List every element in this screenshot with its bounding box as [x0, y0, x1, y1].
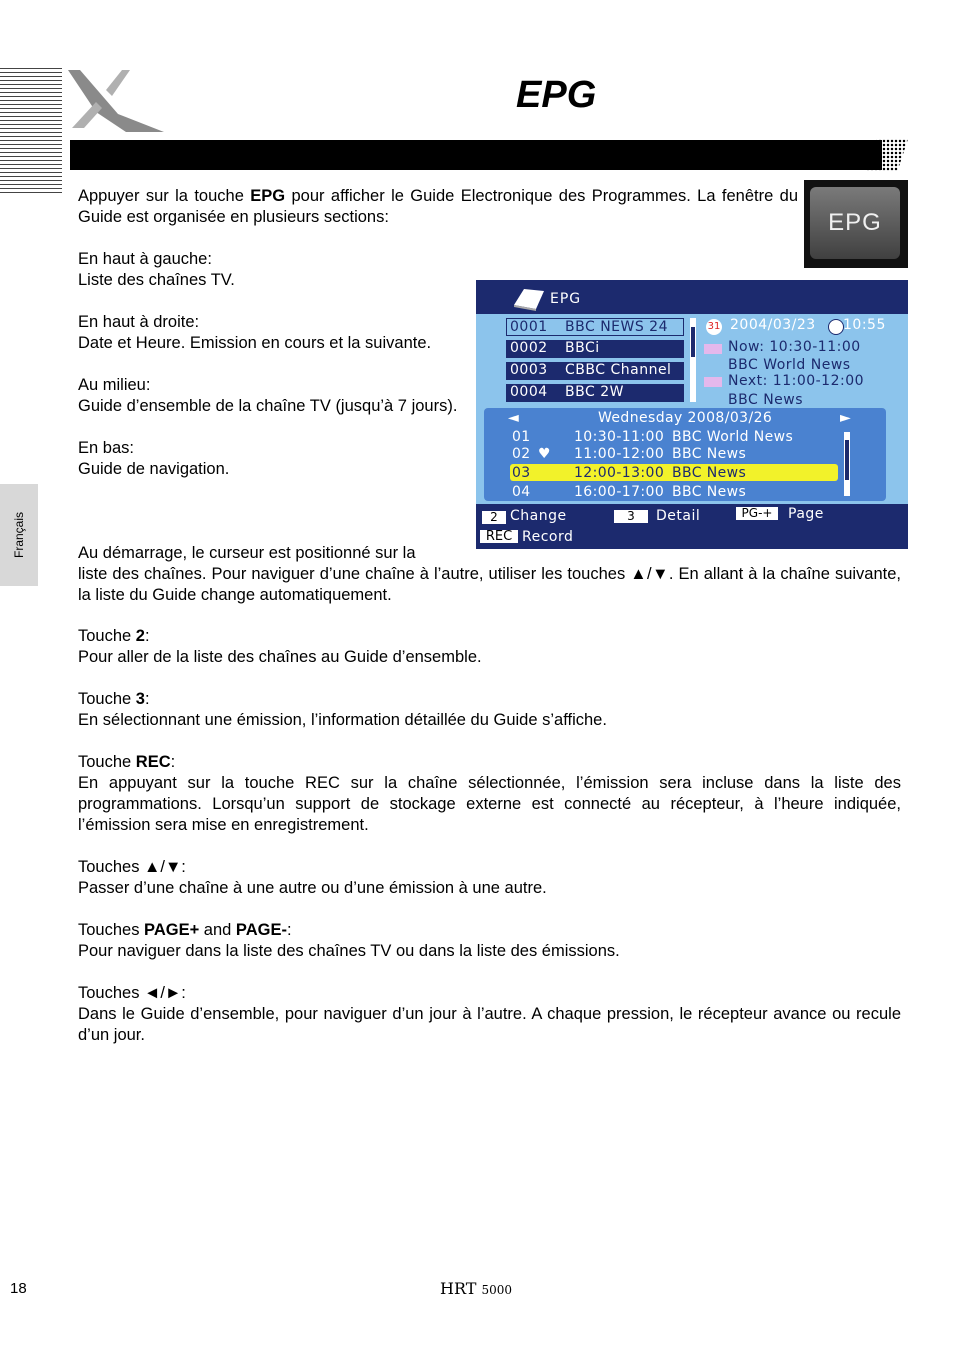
language-tab — [0, 484, 38, 586]
cursor-paragraph-rest — [78, 564, 901, 606]
channel-scrollbar-thumb — [691, 327, 695, 357]
section-desc: Guide d’ensemble de la chaîne TV (jusqu’à 7 jours). — [78, 397, 458, 415]
guide-panel — [484, 408, 886, 501]
key-desc-2: Pour aller de la liste des chaînes au Guide d’ensemble. — [78, 648, 482, 666]
detail-label: Detail — [656, 508, 701, 524]
cursor-text-a: Au démarrage, le curseur est positionné sur la — [78, 544, 416, 562]
brand-x-logo — [66, 66, 170, 136]
screen-header — [476, 280, 908, 314]
page-title: EPG — [516, 74, 597, 116]
model-name: HRT 5000 — [440, 1279, 513, 1298]
epg-button-label: EPG — [810, 187, 900, 259]
screen-footer — [476, 504, 908, 549]
epg-remote-button-image — [804, 180, 908, 268]
page-label: Page — [788, 506, 824, 522]
guide-row-time: 12:00-13:00 — [574, 465, 665, 481]
clock-icon — [828, 319, 844, 335]
key-title-updown: Touches ▲/▼: — [78, 858, 186, 876]
guide-row-time: 16:00-17:00 — [574, 484, 665, 500]
guide-row-time: 10:30-11:00 — [574, 429, 665, 445]
intro-paragraph — [78, 186, 798, 228]
guide-scrollbar-thumb — [845, 440, 849, 480]
record-label: Record — [522, 529, 574, 545]
change-label: Change — [510, 508, 567, 524]
key-2-badge: 2 — [482, 511, 506, 524]
channel-row: 0001 BBC NEWS 24 — [506, 318, 684, 336]
channel-row: 0004 BBC 2W — [506, 384, 684, 402]
page-number: 18 — [10, 1280, 27, 1297]
guide-row-time: 11:00-12:00 — [574, 446, 665, 462]
key-desc-page: Pour naviguer dans la liste des chaînes TV ou dans la liste des émissions. — [78, 942, 620, 960]
key-title-3: Touche 3: — [78, 690, 150, 708]
key-desc-updown: Passer d’une chaîne à une autre ou d’une émission à une autre. — [78, 879, 547, 897]
section-title: En haut à droite: — [78, 313, 200, 331]
guide-row-num: 03 — [512, 465, 531, 481]
next-marker-icon — [704, 377, 722, 387]
guide-row-num: 04 — [512, 484, 531, 500]
calendar-icon: 31 — [706, 319, 722, 335]
sections-block — [78, 249, 470, 480]
section-title: Au milieu: — [78, 376, 151, 394]
guide-row-title: BBC News — [672, 446, 747, 462]
key-desc-3: En sélectionnant une émission, l’information détaillée du Guide s’affiche. — [78, 711, 607, 729]
current-time: 10:55 — [843, 317, 886, 333]
next-label: Next: 11:00-12:00 — [728, 373, 865, 389]
now-label: Now: 10:30-11:00 — [728, 339, 861, 355]
key-desc-leftright: Dans le Guide d’ensemble, pour naviguer d’un jour à l’autre. A chaque pression, le récepteur avance ou recule d’un jour. — [78, 1005, 901, 1044]
next-title: BBC News — [728, 392, 804, 408]
screen-header-label: EPG — [550, 291, 582, 307]
guide-row-title: BBC News — [672, 465, 747, 481]
decorative-stripes — [0, 68, 62, 196]
section-desc: Date et Heure. Emission en cours et la suivante. — [78, 334, 432, 352]
intro-key: EPG — [250, 187, 286, 205]
section-desc: Guide de navigation. — [78, 460, 230, 478]
page-key-badge: PG-+ — [736, 507, 778, 520]
section-title: En haut à gauche: — [78, 250, 212, 268]
guide-day: Wednesday 2008/03/26 — [598, 410, 773, 426]
key-title-2: Touche 2: — [78, 627, 150, 645]
key-3-badge: 3 — [614, 510, 648, 523]
guide-row-title: BBC News — [672, 484, 747, 500]
intro-text-2: pour afficher le Guide Electronique des Programmes. La fenêtre du Guide est organisée en plusieurs sections: — [78, 187, 798, 226]
epg-screen-image — [476, 280, 908, 549]
guide-row-num: 02 — [512, 446, 531, 462]
rec-key-badge: REC — [480, 530, 518, 543]
language-label: Français — [12, 511, 26, 559]
channel-row: 0003 CBBC Channel — [506, 362, 684, 380]
guide-row-num: 01 — [512, 429, 531, 445]
cursor-paragraph-start — [78, 543, 470, 564]
guide-next-icon: ► — [840, 410, 852, 426]
channel-row: 0002 BBCi — [506, 340, 684, 358]
guide-book-icon — [512, 285, 546, 311]
section-desc: Liste des chaînes TV. — [78, 271, 235, 289]
current-date: 2004/03/23 — [730, 317, 816, 333]
guide-row-title: BBC World News — [672, 429, 794, 445]
cursor-text-b: liste des chaînes. Pour naviguer d’une chaîne à l’autre, utiliser les touches ▲/▼. En allant à la chaîne suivante, la liste du Guide change automatiquement. — [78, 565, 901, 604]
section-title: En bas: — [78, 439, 134, 457]
guide-prev-icon: ◄ — [508, 410, 520, 426]
header-bar — [70, 140, 882, 170]
key-title-page: Touches PAGE+ and PAGE-: — [78, 921, 292, 939]
key-desc-rec: En appuyant sur la touche REC sur la chaîne sélectionnée, l’émission sera incluse dans la liste des programmations. Lorsqu’un support de stockage externe est connecté au récepteur, à l’heure indiquée, l’émission sera mise en enregistrement. — [78, 774, 901, 834]
now-title: BBC World News — [728, 357, 851, 373]
reminder-heart-icon: ♥ — [538, 446, 551, 462]
key-title-leftright: Touches ◄/►: — [78, 984, 186, 1002]
now-marker-icon — [704, 344, 722, 354]
key-title-rec: Touche REC: — [78, 753, 176, 771]
intro-text: Appuyer sur la touche — [78, 187, 251, 205]
key-descriptions — [78, 626, 901, 1046]
